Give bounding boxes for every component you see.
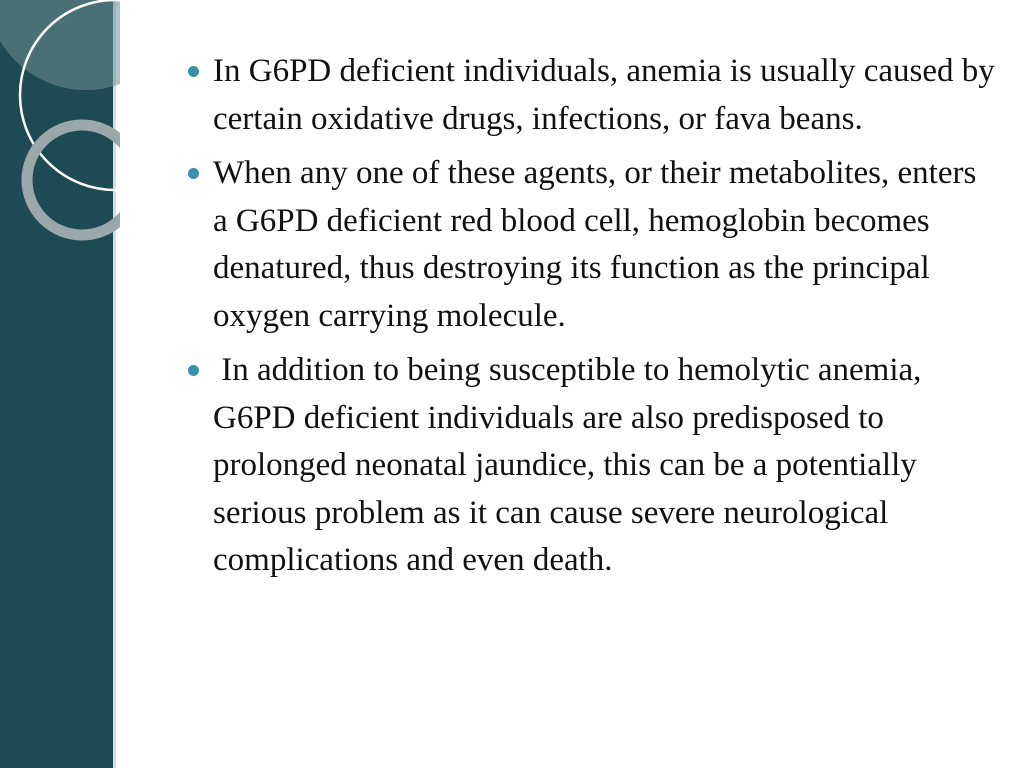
bullet-list <box>188 48 998 592</box>
bullet-item <box>188 48 998 143</box>
decorative-rings <box>0 0 120 260</box>
bullet-dot-icon <box>188 365 199 376</box>
large-shaded-circle <box>0 0 120 90</box>
bullet-dot-icon <box>188 168 199 179</box>
bullet-text: When any one of these agents, or their metabolites, enters a G6PD deficient red blood cell, hemoglobin becomes denatured, thus destroying its function as the principal oxygen carrying molecule. <box>213 155 977 334</box>
bullet-dot-icon <box>188 66 199 77</box>
bullet-item <box>188 150 998 340</box>
bullet-text: In G6PD deficient individuals, anemia is usually caused by certain oxidative drugs, infections, or fava beans. <box>213 53 995 137</box>
bullet-item <box>188 347 998 585</box>
bullet-text: In addition to being susceptible to hemolytic anemia, G6PD deficient individuals are also predisposed to prolonged neonatal jaundice, this can be a potentially serious problem as it can cause severe neurological complications and even death. <box>213 352 930 578</box>
